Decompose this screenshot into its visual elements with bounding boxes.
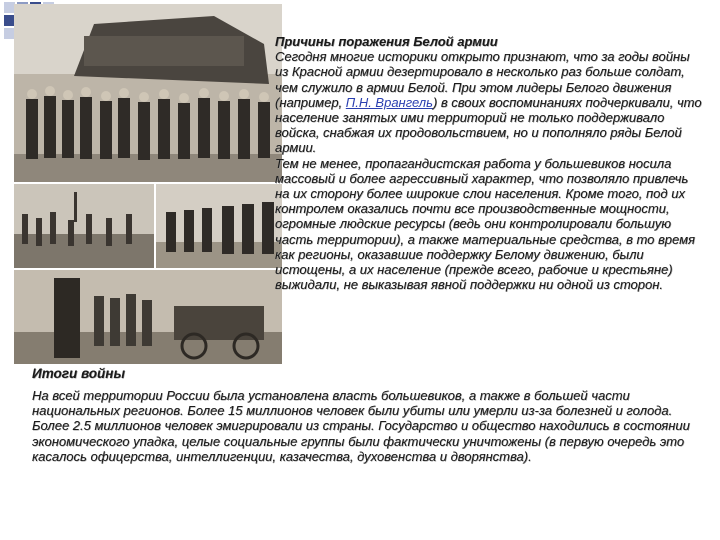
photo-collage [14, 4, 282, 364]
results-heading: Итоги войны [32, 366, 125, 381]
wrangel-link[interactable]: П.Н. Врангель [345, 94, 433, 110]
para1-text-after: ) в своих воспоминаниях подчеркивали, что население занятых ими территорий не только поддерживало войска, снабжая их продовольствием, но и пополняло ряды Белой армии. [275, 94, 702, 156]
photo-tank-soldiers [14, 4, 282, 182]
results-paragraph: На всей территории России была установлена власть большевиков, а также в большей части национальных регионов. Более 15 миллионов человек были убиты или умерли из-за болезней и голода. Более 2.5 миллионов человек эмигрировали из страны. Государство и общество находились в состоянии экономического упадка, целые социальные группы были фактически уничтожены (в первую очередь это касалось офицерства, интеллигенции, казачества, духовенства и дворянства). [32, 388, 690, 464]
causes-section [275, 34, 705, 292]
para1-text-before: Сегодня многие историки открыто признают, что за годы войны из Красной армии дезертировало в несколько раз больше солдат, чем служило в армии Белой. При этом лидеры Белого движения (например, [275, 49, 690, 110]
photo-march [156, 184, 282, 268]
causes-paragraph-2: Тем не менее, пропагандистская работа у большевиков носила массовый и более агрессивный характер, что позволяло привлечь на их сторону более широкие слои населения. Кроме того, под их контролем оказались почти все производственные мощности, огромные людские ресурсы (ведь они контролировали большую часть территории), а также материальные средства, в то время как регионы, оказавшие поддержку Белому движению, были истощены, а их население (прежде всего, рабочие и крестьяне) выжидали, не выказывая явной поддержки ни одной из сторон. [275, 155, 695, 293]
photo-crowd [14, 184, 154, 268]
photo-officers-cart [14, 270, 282, 364]
causes-paragraph-1 [275, 49, 705, 155]
causes-heading: Причины поражения Белой армии [275, 34, 498, 49]
